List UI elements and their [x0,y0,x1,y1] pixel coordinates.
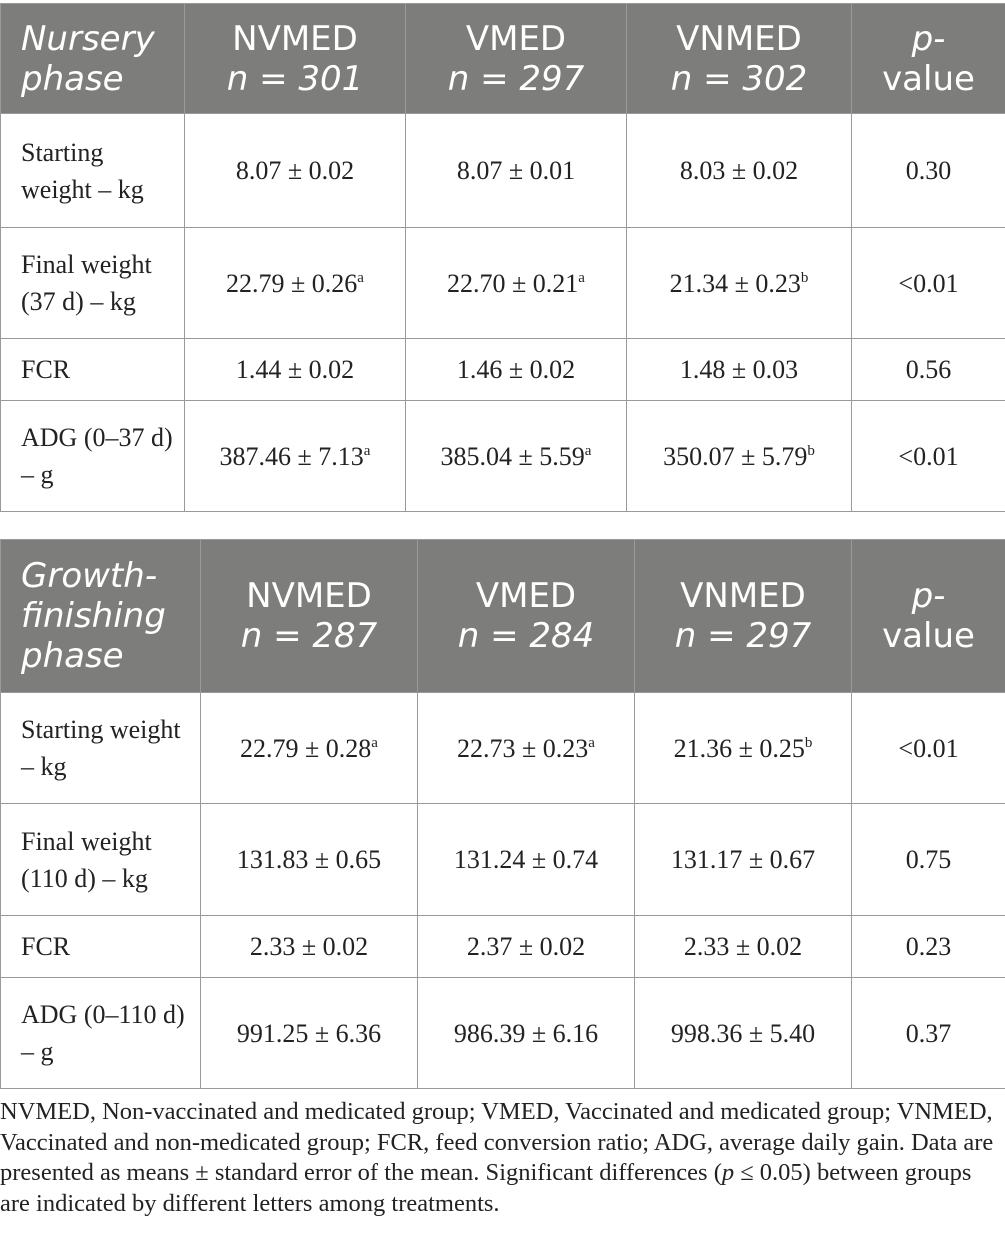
p-value-cell: 0.37 [852,978,1005,1089]
phase-header: Nursery phase [1,4,185,114]
vmed-cell: 2.37 ± 0.02 [418,916,635,978]
vnmed-cell: 21.34 ± 0.23$^b$ [627,228,852,339]
nvmed-cell: 991.25 ± 6.36 [201,978,418,1089]
p-value-header: p- value [852,4,1005,114]
vnmed-cell: 350.07 ± 5.79$^b$ [627,401,852,512]
vnmed-header: VNMED n = 297 [635,540,852,693]
nvmed-cell: 22.79 ± 0.28$^a$ [201,693,418,804]
vnmed-cell: 131.17 ± 0.67 [635,804,852,916]
vmed-header: VMED n = 284 [418,540,635,693]
p-value-cell: <0.01 [852,401,1005,512]
vmed-cell: 1.46 ± 0.02 [406,339,627,401]
table-row [1,916,1005,978]
p-value-cell: 0.56 [852,339,1005,401]
p-value-cell: 0.30 [852,114,1005,228]
vmed-cell: 986.39 ± 6.16 [418,978,635,1089]
vmed-cell: 131.24 ± 0.74 [418,804,635,916]
table-row [1,693,1005,804]
row-label: ADG (0–37 d) – g [1,401,185,512]
table-row [1,114,1005,228]
row-label: Final weight (37 d) – kg [1,228,185,339]
row-label: FCR [1,916,201,978]
nvmed-cell: 22.79 ± 0.26$^a$ [185,228,406,339]
vnmed-cell: 8.03 ± 0.02 [627,114,852,228]
nvmed-cell: 8.07 ± 0.02 [185,114,406,228]
nvmed-cell: 1.44 ± 0.02 [185,339,406,401]
p-value-cell: <0.01 [852,228,1005,339]
table-row [1,978,1005,1089]
vnmed-cell: 21.36 ± 0.25$^b$ [635,693,852,804]
p-value-cell: 0.75 [852,804,1005,916]
table-footnote: NVMED, Non-vaccinated and medicated group; VMED, Vaccinated and medicated group; VNMED, Vaccinated and non-medicated group; FCR, feed conversion ratio; ADG, average daily gain. Data are presented as means ± standard error of the mean. Significant differences (p ≤ 0.05) between groups are indicated by different letters among treatments. [0,1098,994,1217]
table-row [1,228,1005,339]
vnmed-cell: 2.33 ± 0.02 [635,916,852,978]
growth-finishing-phase-table [0,539,1005,1089]
vmed-cell: 22.70 ± 0.21$^a$ [406,228,627,339]
row-label: Final weight (110 d) – kg [1,804,201,916]
vmed-cell: 385.04 ± 5.59$^a$ [406,401,627,512]
vmed-cell: 8.07 ± 0.01 [406,114,627,228]
p-value-cell: <0.01 [852,693,1005,804]
table-header-row [1,4,1005,114]
nursery-phase-table [0,3,1005,512]
vnmed-cell: 998.36 ± 5.40 [635,978,852,1089]
vnmed-header: VNMED n = 302 [627,4,852,114]
row-label: ADG (0–110 d) – g [1,978,201,1089]
row-label: Starting weight – kg [1,114,185,228]
table-row [1,401,1005,512]
table-row [1,339,1005,401]
table-header-row [1,540,1005,693]
table-row [1,804,1005,916]
vmed-header: VMED n = 297 [406,4,627,114]
phase-header: Growth- finishing phase [1,540,201,693]
nvmed-header: NVMED n = 287 [201,540,418,693]
row-label: FCR [1,339,185,401]
p-value-header: p- value [852,540,1005,693]
nvmed-cell: 387.46 ± 7.13$^a$ [185,401,406,512]
nvmed-cell: 131.83 ± 0.65 [201,804,418,916]
row-label: Starting weight – kg [1,693,201,804]
vnmed-cell: 1.48 ± 0.03 [627,339,852,401]
nvmed-cell: 2.33 ± 0.02 [201,916,418,978]
vmed-cell: 22.73 ± 0.23$^a$ [418,693,635,804]
p-value-cell: 0.23 [852,916,1005,978]
nvmed-header: NVMED n = 301 [185,4,406,114]
